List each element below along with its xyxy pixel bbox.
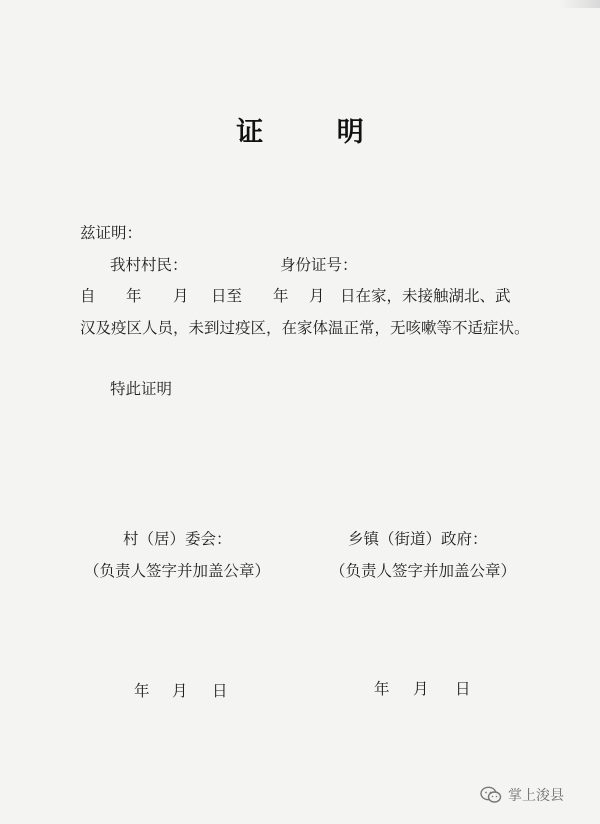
village-committee-label: 村（居）委会： [123, 530, 232, 548]
period-day-to: 日至 [211, 287, 243, 305]
village-date-year: 年 [134, 682, 150, 700]
period-from: 自 [80, 287, 96, 305]
closing-statement: 特此证明 [110, 380, 173, 398]
township-date-day: 日 [455, 680, 471, 698]
township-government-label: 乡镇（街道）政府： [348, 530, 488, 548]
township-date-year: 年 [374, 680, 390, 698]
period-year-2: 年 [273, 287, 289, 305]
salutation: 兹证明： [80, 224, 143, 242]
township-signature-note: （负责人签字并加盖公章） [330, 562, 517, 580]
scan-edge [560, 0, 600, 8]
wechat-icon [480, 786, 502, 804]
period-year-1: 年 [126, 287, 142, 305]
village-date-month: 月 [172, 682, 188, 700]
period-month-1: 月 [173, 287, 189, 305]
township-date-month: 月 [413, 680, 429, 698]
watermark-text: 掌上浚县 [508, 788, 564, 804]
period-day-tail: 日在家，未接触湖北、武 [340, 287, 511, 305]
body-line-2: 汉及疫区人员，未到过疫区，在家体温正常，无咳嗽等不适症状。 [80, 319, 530, 337]
villager-label: 我村村民： [110, 256, 188, 274]
id-number-label: 身份证号： [280, 256, 358, 274]
village-date-day: 日 [212, 682, 228, 700]
village-signature-note: （负责人签字并加盖公章） [84, 562, 271, 580]
watermark [480, 785, 564, 805]
period-month-2: 月 [309, 287, 325, 305]
document-title: 证 明 [236, 117, 396, 148]
